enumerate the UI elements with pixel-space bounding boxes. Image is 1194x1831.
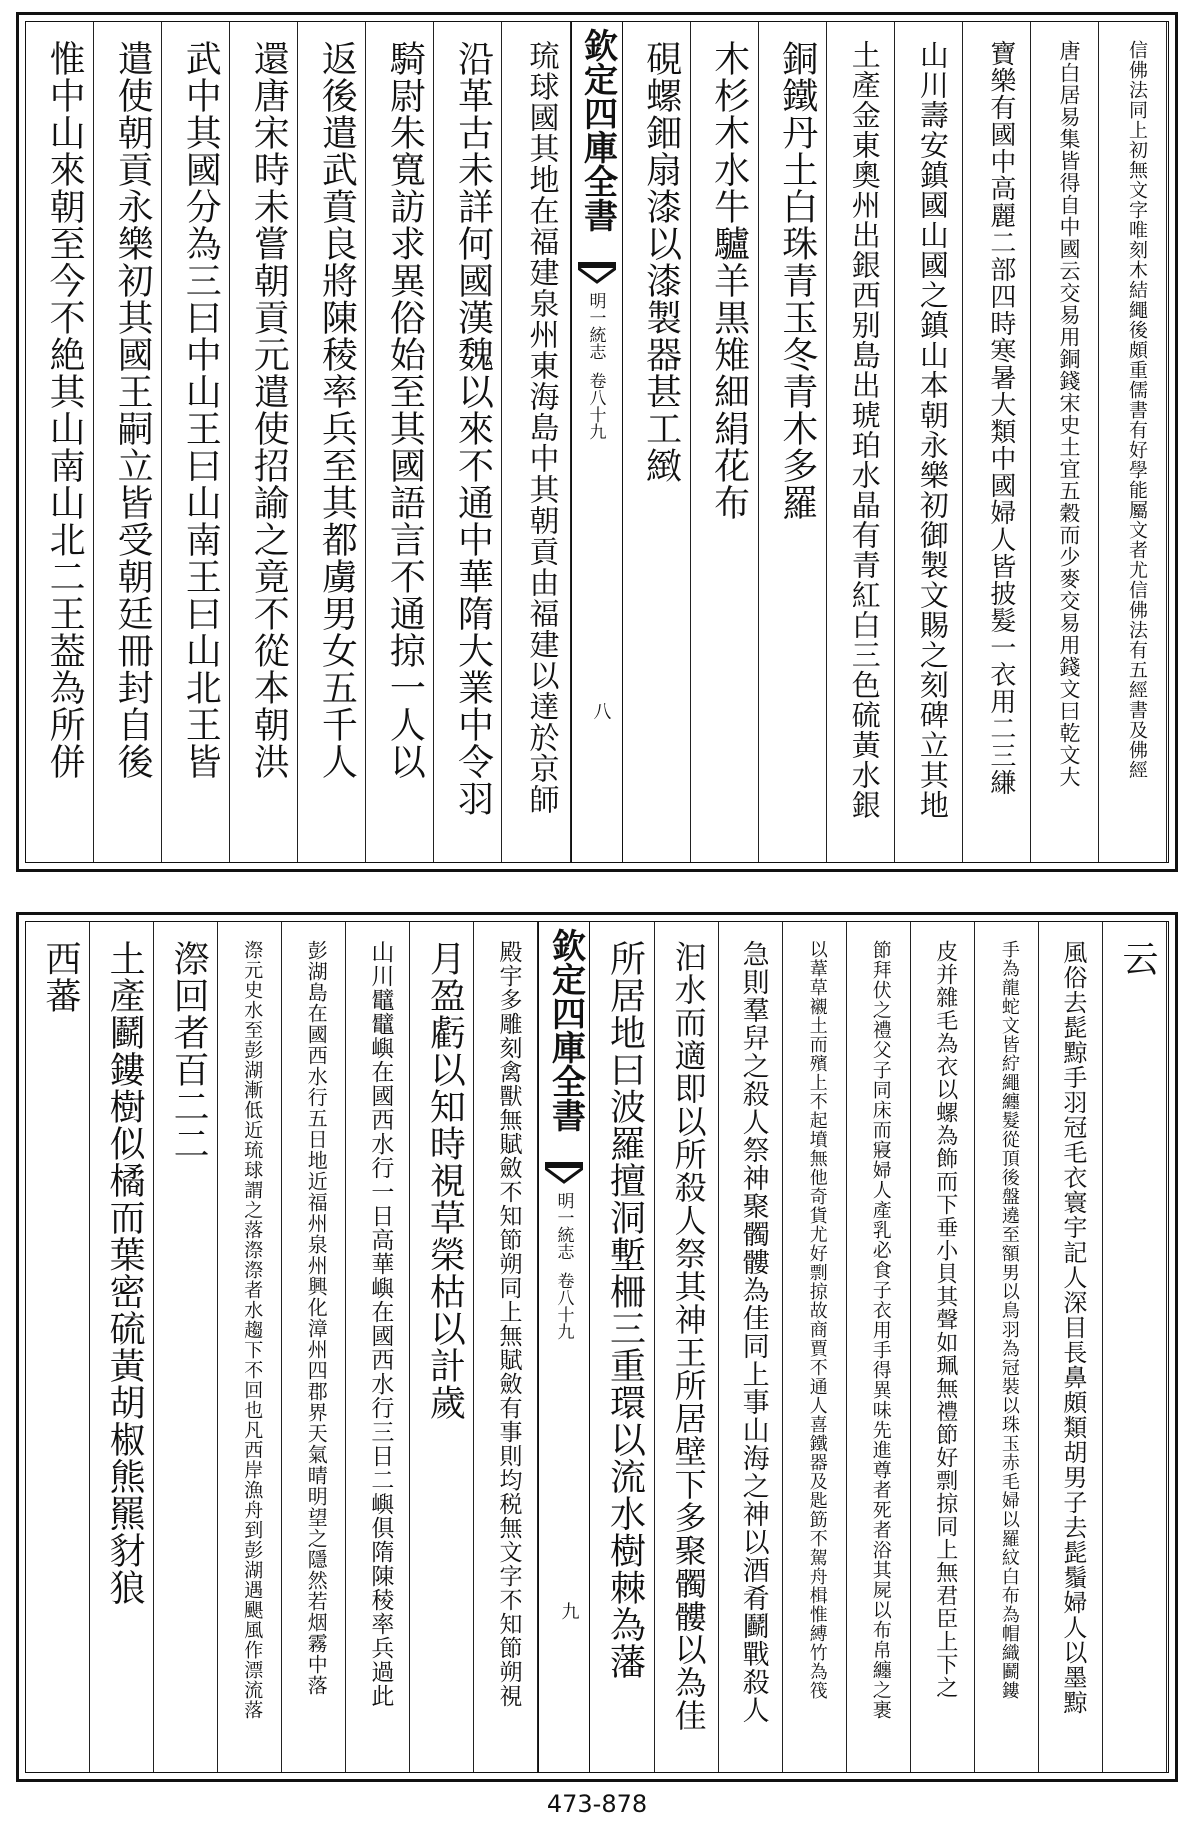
column-text: 土產金東奧州出銀西别島出琥珀水晶有青紅白三色硫黃水銀 — [847, 40, 882, 820]
column-text: 惟中山來朝至今不絶其山南山北二王葢為所併 — [44, 40, 86, 780]
volume-name: 明一統志 — [585, 292, 606, 360]
column-text: 漈元史水至彭湖漸低近琉球謂之落漈漈者水趨下不回也凡西岸漁舟到彭湖遇颶風作漂流落 — [241, 940, 264, 1720]
column-text: 山川壽安鎮國山國之鎮山本朝永樂初御製文賜之刻碑立其地 — [915, 40, 950, 820]
column-text: 遣使朝貢永樂初其國王嗣立皆受朝廷冊封自後 — [112, 40, 154, 780]
book-title: 欽定四庫全書 — [545, 928, 586, 1132]
column-text: 殿宇多雕刻禽獸無賦斂不知節朔同上無賦斂有事則均税無文字不知節朔視 — [495, 940, 522, 1708]
column-text: 月盈虧以知時視草榮枯以計歲 — [424, 940, 466, 1421]
text-column — [655, 922, 719, 1772]
text-column — [218, 922, 282, 1772]
column-text: 汩水而適即以所殺人祭其神王所居壁下多聚髑髏以為佳 — [669, 940, 708, 1732]
text-column — [1103, 922, 1167, 1772]
text-column — [154, 922, 218, 1772]
column-text: 騎尉朱寬訪求異俗始至其國語言不通掠一人以 — [384, 40, 426, 780]
text-column — [783, 922, 847, 1772]
text-column — [282, 922, 346, 1772]
fishtail-mark-icon — [545, 1162, 583, 1184]
column-text: 漈回者百二二 — [168, 940, 210, 1162]
column-text: 山川鼊鼊嶼在國西水行一日高華嶼在國西水行三日二嶼俱隋陳稜率兵過此 — [367, 940, 394, 1708]
column-text: 手為龍蛇文皆紵繩纏髮從頂後盤遶至額男以鳥羽為冠裝以珠玉赤毛婦以羅紋白布為帽織鬬鏤 — [998, 940, 1020, 1700]
column-text: 西蕃 — [40, 940, 82, 1014]
column-text: 武中其國分為三曰中山王曰山南王曰山北王皆 — [180, 40, 222, 780]
column-text: 沿革古未詳何國漢魏以來不通中華隋大業中令羽 — [452, 40, 494, 817]
volume-name: 明一統志 — [553, 1192, 574, 1260]
text-column — [1099, 22, 1167, 862]
text-column — [719, 922, 783, 1772]
text-column — [410, 922, 474, 1772]
page-number: 九 — [558, 1602, 580, 1620]
text-column — [623, 22, 691, 862]
text-column — [26, 22, 94, 862]
text-column — [90, 922, 154, 1772]
text-column — [827, 22, 895, 862]
top-page-frame — [25, 21, 1169, 863]
text-column — [895, 22, 963, 862]
text-column — [26, 922, 90, 1772]
column-text: 木杉木水牛驢羊黒雉細絹花布 — [708, 40, 750, 521]
page-code: 473-878 — [546, 1790, 648, 1818]
text-column — [346, 922, 410, 1772]
column-text: 以葦草襯土而殯上不起墳無他奇貨尤好剽掠故商賈不通人喜鐵器及匙筯不駕舟楫惟縛竹為筏 — [806, 940, 828, 1700]
text-column — [975, 922, 1039, 1772]
text-column — [94, 22, 162, 862]
text-column — [1039, 922, 1103, 1772]
column-text: 云 — [1116, 940, 1158, 977]
center-spine — [538, 922, 590, 1772]
bottom-page-frame — [25, 921, 1169, 1773]
center-spine — [571, 22, 623, 862]
bottom-page-columns — [26, 922, 1168, 1772]
text-column — [230, 22, 298, 862]
text-column — [502, 22, 570, 862]
text-column — [1031, 22, 1099, 862]
column-text: 土產鬬鏤樹似橘而葉密硫黃胡椒熊羆豺狼 — [104, 940, 146, 1606]
column-text: 節拜伏之禮父子同床而寢婦人產乳必食子衣用手得異味先進尊者死者浴其屍以布帛纏之裹 — [869, 940, 892, 1720]
book-title: 欽定四庫全書 — [577, 28, 618, 232]
column-text: 風俗去髭黥手羽冠毛衣寰宇記人深目長鼻頗類胡男子去髭鬚婦人以墨黥 — [1058, 940, 1087, 1715]
column-text: 彭湖島在國西水行五日地近福州泉州興化漳州四郡界天氣晴明望之隱然若烟霧中落 — [304, 940, 329, 1696]
text-column — [759, 22, 827, 862]
text-column — [366, 22, 434, 862]
column-text: 返後遣武賁良將陳稜率兵至其都虜男女五千人 — [316, 40, 358, 780]
text-column — [847, 922, 911, 1772]
column-text: 急則羣舁之殺人祭神聚髑髏為佳同上事山海之神以酒肴鬬戰殺人 — [737, 940, 769, 1724]
column-text: 寶樂有國中高麗二部四時寒暑大類中國婦人皆披髮一衣用二三縑 — [985, 40, 1016, 796]
column-text: 硯螺鈿扇漆以漆製器甚工緻 — [640, 40, 682, 484]
juan-number: 卷八十九 — [585, 372, 606, 440]
column-text: 皮并雜毛為衣以螺為飾而下垂小貝其聲如珮無禮節好剽掠同上無君臣上下之 — [932, 940, 958, 1699]
text-column — [691, 22, 759, 862]
column-text: 琉球國其地在福建泉州東海島中其朝貢由福建以達於京師 — [523, 40, 559, 815]
text-column — [298, 22, 366, 862]
top-page — [16, 12, 1178, 872]
text-column — [474, 922, 538, 1772]
text-column — [162, 22, 230, 862]
text-column — [434, 22, 502, 862]
text-column — [963, 22, 1031, 862]
column-text: 銅鐵丹土白珠青玉冬青木多羅 — [776, 40, 818, 521]
column-text: 所居地曰波羅擅洞塹柵三重環以流水樹棘為藩 — [604, 940, 646, 1680]
page-number: 八 — [590, 702, 612, 720]
fishtail-mark-icon — [578, 262, 616, 284]
column-text: 唐白居易集皆得自中國云交易用銅錢宋史土宜五穀而少麥交易用錢文曰乾文大 — [1056, 40, 1081, 788]
bottom-page — [16, 912, 1178, 1782]
text-column — [911, 922, 975, 1772]
top-page-columns — [26, 22, 1168, 862]
juan-number: 卷八十九 — [553, 1272, 574, 1340]
text-column — [590, 922, 654, 1772]
column-text: 還唐宋時未嘗朝貢元遣使招諭之竟不從本朝洪 — [248, 40, 290, 780]
column-text: 信佛法同上初無文字唯刻木結繩後頗重儒書有好學能屬文者尤信佛法有五經書及佛經 — [1126, 40, 1148, 780]
